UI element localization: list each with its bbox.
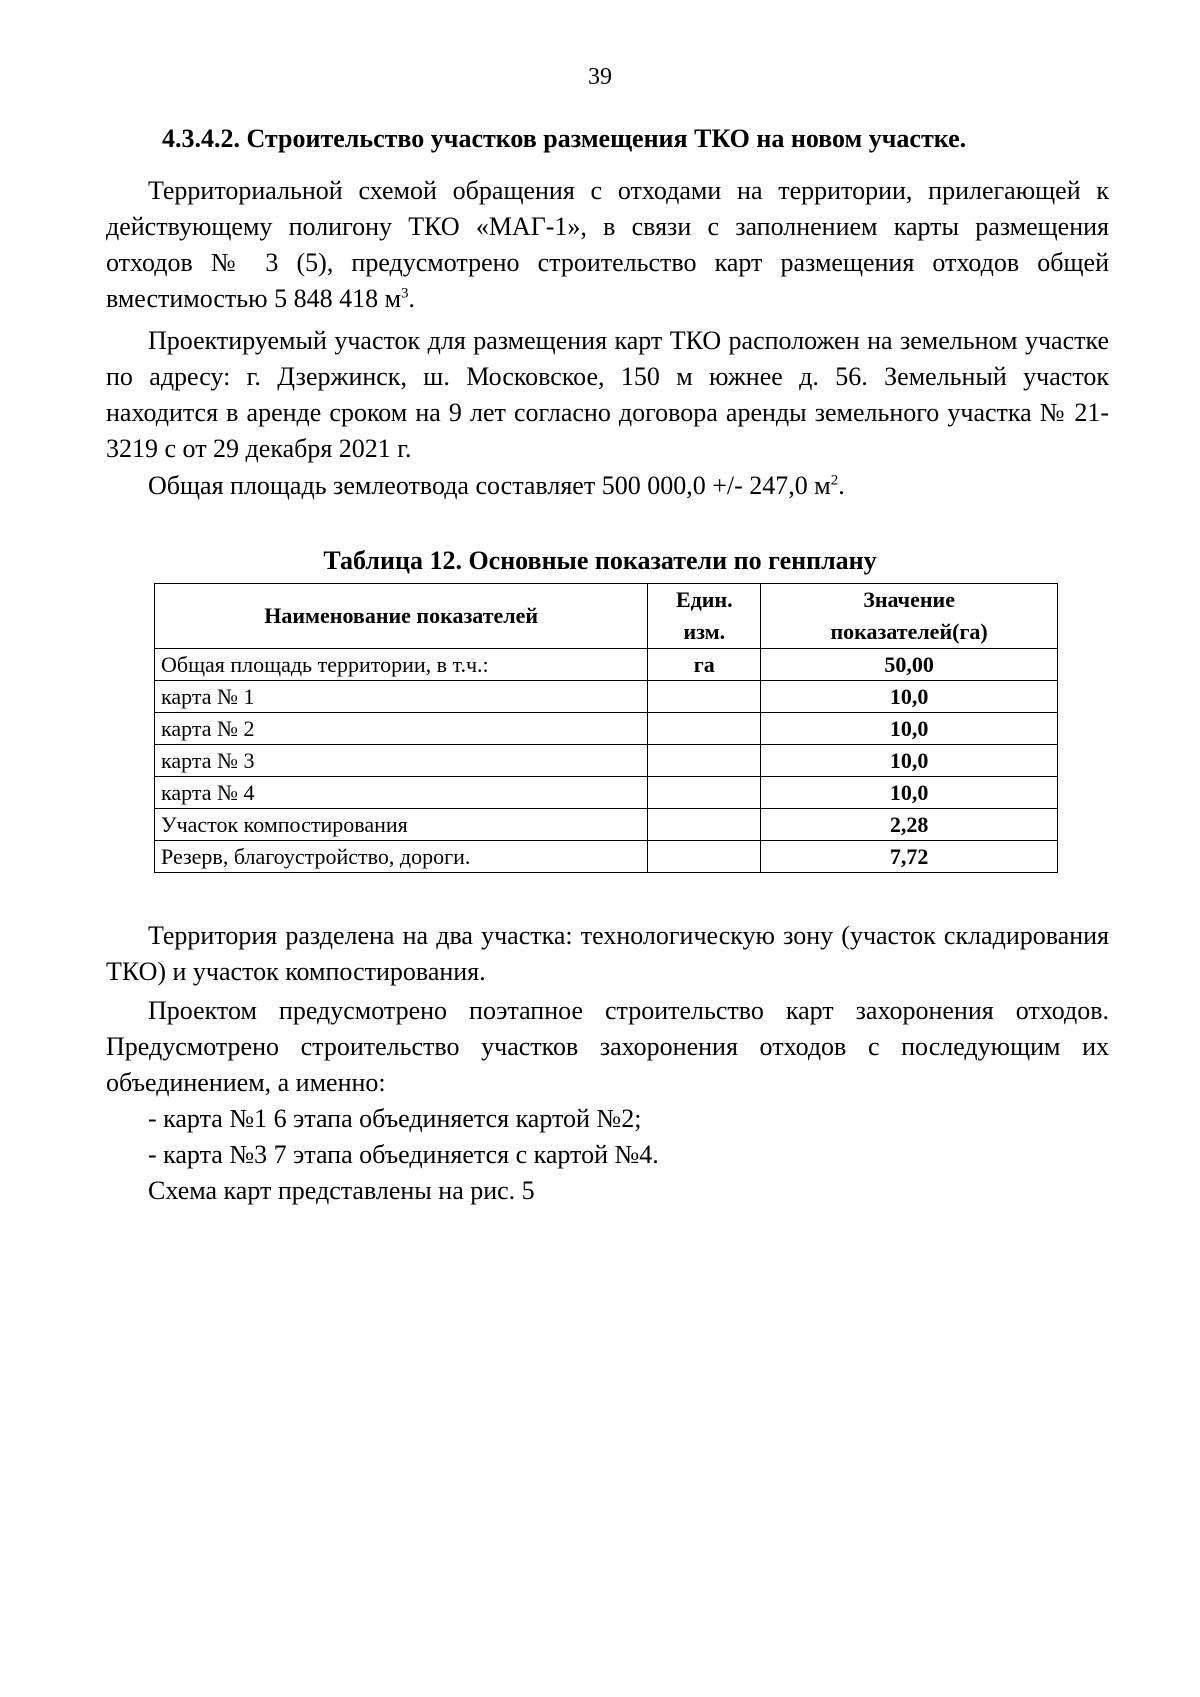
row-unit — [648, 745, 761, 777]
table-caption: Таблица 12. Основные показатели по генплану — [323, 546, 877, 575]
paragraph-capacity — [106, 173, 1109, 317]
paragraph-area — [106, 468, 1109, 504]
row-unit — [648, 809, 761, 841]
header-value-line1: Значение — [863, 587, 955, 612]
indicators-table — [154, 583, 1058, 873]
paragraph-area-end: . — [838, 471, 845, 500]
table-row — [155, 777, 1058, 809]
page-number: 39 — [588, 64, 612, 90]
row-name: Резерв, благоустройство, дороги. — [155, 841, 648, 873]
row-name: карта № 2 — [155, 713, 648, 745]
row-name: Общая площадь территории, в т.ч.: — [155, 649, 648, 681]
list-item: - карта №3 7 этапа объединяется с картой №4. — [148, 1140, 659, 1169]
cubic-superscript: 3 — [401, 285, 409, 302]
square-superscript: 2 — [830, 472, 839, 489]
paragraph-area-text: Общая площадь землеотвода составляет 500 000,0 +/- 247,0 м — [148, 471, 831, 500]
row-name: карта № 4 — [155, 777, 648, 809]
row-value: 10,0 — [761, 745, 1058, 777]
header-unit — [648, 584, 761, 649]
row-name: карта № 3 — [155, 745, 648, 777]
zones-paragraph-block — [106, 918, 1109, 990]
paragraph-figure-ref: Схема карт представлены на рис. 5 — [148, 1176, 535, 1205]
table-header-row — [155, 584, 1058, 649]
row-unit — [648, 713, 761, 745]
table-row — [155, 745, 1058, 777]
row-value: 10,0 — [761, 777, 1058, 809]
section-heading: 4.3.4.2. Строительство участков размещения ТКО на новом участке. — [162, 124, 967, 153]
header-unit-line1: Един. — [675, 587, 733, 612]
area-paragraph-block — [106, 468, 1109, 504]
row-value: 10,0 — [761, 713, 1058, 745]
table-row — [155, 841, 1058, 873]
header-value — [761, 584, 1058, 649]
row-name: Участок компостирования — [155, 809, 648, 841]
row-unit: га — [648, 649, 761, 681]
paragraph-location: Проектируемый участок для размещения карт ТКО расположен на земельном участке по адресу: г. Дзержинск, ш. Московское, 150 м южнее д. 56. Земельный участок находится в аренде сроком на 9 лет согласно договора аренды земельного участка № 21-3219 с от 29 декабря 2021 г. — [106, 326, 1109, 463]
list-item: - карта №1 6 этапа объединяется картой №2; — [148, 1104, 642, 1133]
header-unit-line2: изм. — [683, 619, 726, 644]
row-value: 10,0 — [761, 681, 1058, 713]
header-value-line2: показателей(га) — [830, 619, 988, 644]
row-unit — [648, 841, 761, 873]
row-name: карта № 1 — [155, 681, 648, 713]
row-value: 50,00 — [761, 649, 1058, 681]
row-value: 2,28 — [761, 809, 1058, 841]
row-unit — [648, 681, 761, 713]
table-row — [155, 809, 1058, 841]
location-paragraph-block — [106, 323, 1109, 467]
paragraph-capacity-end: . — [408, 284, 416, 313]
header-name: Наименование показателей — [155, 584, 648, 649]
intro-paragraph-block — [106, 173, 1109, 317]
table-row — [155, 713, 1058, 745]
stages-paragraph-block — [106, 993, 1109, 1209]
row-value: 7,72 — [761, 841, 1058, 873]
paragraph-stages: Проектом предусмотрено поэтапное строительство карт захоронения отходов. Предусмотрено строительство участков захоронения отходов с последующим их объединением, а именно: — [106, 996, 1109, 1097]
table-row — [155, 649, 1058, 681]
row-unit — [648, 777, 761, 809]
table-row — [155, 681, 1058, 713]
paragraph-capacity-text: Территориальной схемой обращения с отходами на территории, прилегающей к действующему полигону ТКО «МАГ-1», в связи с заполнением карты размещения отходов № 3 (5), предусмотрено строительство карт размещения отходов общей вместимостью 5 848 418 м — [106, 176, 1109, 313]
paragraph-zones: Территория разделена на два участка: технологическую зону (участок складирования ТКО) и участок компостирования. — [106, 921, 1109, 986]
